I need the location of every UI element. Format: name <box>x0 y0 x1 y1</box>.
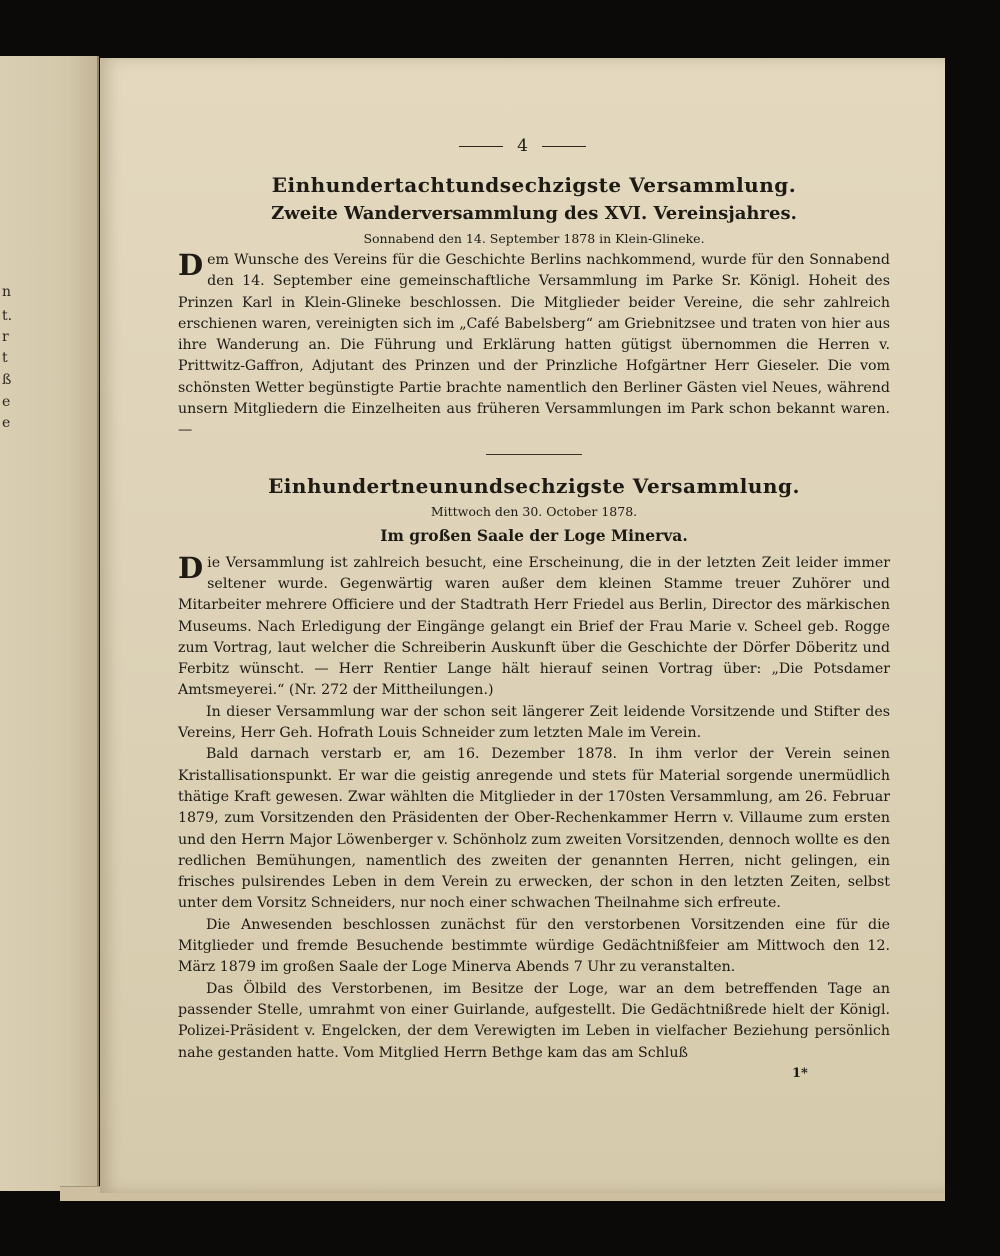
page-header <box>100 136 945 156</box>
header-rule-right <box>542 146 586 147</box>
drop-cap: D <box>178 248 204 282</box>
prev-page-fragment: r <box>2 329 9 345</box>
section2-paragraph: Bald darnach verstarb er, am 16. Dezember 1878. In ihm verlor der Verein seinen Kristallisationspunkt. Er war die geistig anregende und stets für Material sorgende unermüdlich thätige Kraft gewesen. Zwar wählten die Mitglieder in der 170sten Versammlung, am 26. Februar 1879, zum Vorsitzenden den Präsidenten der Ober-Rechenkammer Herrn v. Villaume zum ersten und den Herrn Major Löwenberger v. Schönholz zum zweiten Vorsitzenden, dennoch wollte es den redlichen Bemühungen, namentlich des zweiten der genannten Herren, nicht gelingen, ein frisches pulsirendes Leben in dem Verein zu erwecken, der schon in den letzten Zeiten, selbst unter dem Vorsitz Schneiders, nur noch einer schwachen Theilnahme sich erfreute. <box>178 746 890 912</box>
section1-paragraph-text: em Wunsche des Vereins für die Geschichte Berlins nachkommend, wurde für den Sonnabend den 14. September eine gemeinschaftliche Versammlung im Parke Sr. Königl. Hoheit des Prinzen Karl in Klein-Glineke beschlossen. Die Mitglieder beider Vereine, die sehr zahlreich erschienen waren, vereinigten sich im „Café Babelsberg“ am Griebnitzsee und traten von hier aus ihre Wanderung an. Die Führung und Erklärung hatten gütigst übernommen die Herren v. Prittwitz-Gaffron, Adjutant des Prinzen und der Prinzliche Hofgärtner Herr Gieseler. Die vom schönsten Wetter begünstigte Partie brachte namentlich den Berliner Gästen viel Neues, während unsern Mitgliedern die Einzelheiten aus früheren Versammlungen im Park schon bekannt waren. — <box>178 252 890 439</box>
section2-title: Einhundertneunundsechzigste Versammlung. <box>268 473 800 498</box>
signature-mark: 1* <box>792 1066 808 1081</box>
page-content <box>178 170 890 1064</box>
book-page <box>100 58 945 1193</box>
section2-paragraph: Die Anwesenden beschlossen zunächst für den verstorbenen Vorsitzenden eine für die Mitglieder und fremde Besuchende bestimmte würdige Gedächtnißfeier am Mittwoch den 12. März 1879 im großen Saale der Loge Minerva Abends 7 Uhr zu veranstalten. <box>178 916 890 976</box>
section1-paragraph <box>178 250 890 442</box>
section-divider <box>486 454 582 455</box>
section2-paragraph: In dieser Versammlung war der schon seit längerer Zeit leidende Vorsitzende und Stifter des Vereins, Herr Geh. Hofrath Louis Schneider zum letzten Male im Verein. <box>178 703 890 742</box>
drop-cap: D <box>178 550 204 585</box>
prev-page-fragment: t. <box>2 308 13 324</box>
section2-paragraph-text: ie Versammlung ist zahlreich besucht, eine Erscheinung, die in der letzten Zeit leider immer seltener wurde. Gegenwärtig waren außer dem kleinen Stamme treuer Zuhörer und Mitarbeiter mehrere Officiere und der Stadtrath Herr Friedel aus Berlin, Director des märkischen Museums. Nach Erledigung der Eingänge gelangt ein Brief der Frau Marie v. Scheel geb. Rogge zum Vortrag, laut welcher die Schreiberin Auskunft über die Geschichte der Dörfer Döberitz und Ferbitz wünscht. — Herr Rentier Lange hält hierauf seinen Vortrag über: „Die Potsdamer Amtsmeyerei.“ (Nr. 272 der Mittheilungen.) <box>178 554 890 699</box>
prev-page-fragment: t <box>2 350 8 366</box>
header-rule-left <box>459 146 503 147</box>
section1-title: Einhundertachtundsechzigste Versammlung. <box>271 173 797 197</box>
prev-page-fragment: n <box>2 284 12 300</box>
page-number: 4 <box>517 136 528 156</box>
section1-date: Sonnabend den 14. September 1878 in Klein-Glineke. <box>363 231 705 246</box>
section1-subtitle: Zweite Wanderversammlung des XVI. Vereinsjahres. <box>271 203 797 224</box>
prev-page-fragment: e <box>2 394 11 410</box>
previous-page-edge <box>0 56 99 1191</box>
prev-page-fragment: e <box>2 415 11 431</box>
section2-paragraph: Das Ölbild des Verstorbenen, im Besitze der Loge, war an dem betreffenden Tage an passender Stelle, umrahmt von einer Guirlande, aufgestellt. Die Gedächtnißrede hielt der Königl. Polizei-Präsident v. Engelcken, der dem Verewigten im Leben in vielfacher Beziehung persönlich nahe gestanden hatte. Vom Mitglied Herrn Bethge kam das am Schluß <box>178 980 890 1061</box>
section2-location: Im großen Saale der Loge Minerva. <box>380 525 688 545</box>
section2-paragraph <box>178 550 890 702</box>
section2-date: Mittwoch den 30. October 1878. <box>430 503 638 519</box>
prev-page-fragment: ß <box>2 372 12 388</box>
